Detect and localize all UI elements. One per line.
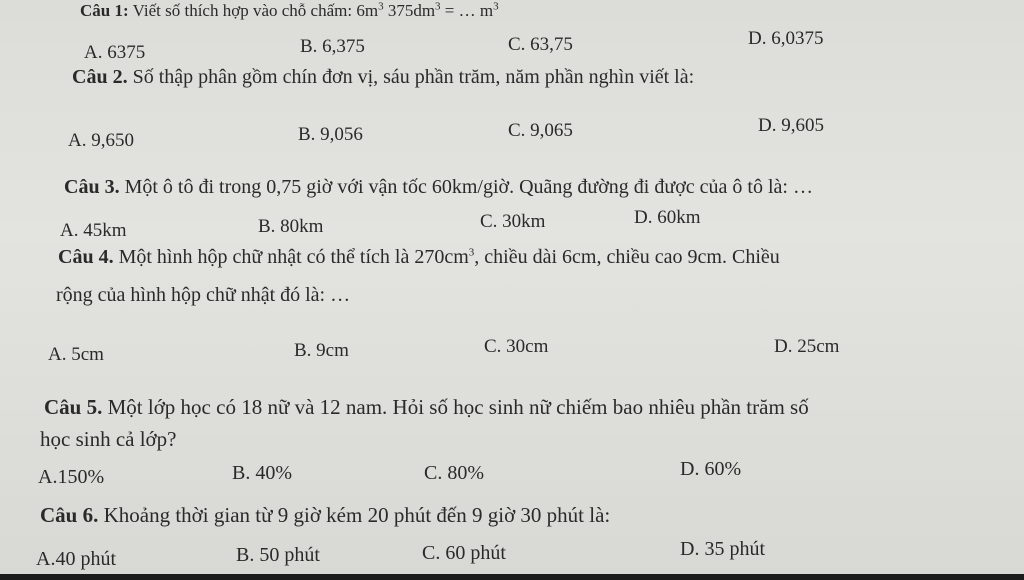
q4-option-b: B. 9cm xyxy=(294,340,349,361)
question-3 xyxy=(64,176,813,198)
question-4-text-after: , chiều dài 6cm, chiều cao 9cm. Chiều xyxy=(474,246,780,268)
question-1-text-after: = … m xyxy=(440,1,494,20)
question-4-line2: rộng của hình hộp chữ nhật đó là: … xyxy=(56,284,351,306)
question-1-number: Câu 1: xyxy=(80,1,129,20)
q4-option-a: A. 5cm xyxy=(48,344,104,365)
q1-option-c: C. 63,75 xyxy=(508,34,573,55)
question-5 xyxy=(44,396,809,418)
question-1-text-mid: 375dm xyxy=(383,1,436,20)
q1-option-b: B. 6,375 xyxy=(300,36,365,57)
question-3-number: Câu 3. xyxy=(64,176,120,198)
question-4 xyxy=(58,246,780,268)
question-1-sup1: 3 xyxy=(378,0,384,13)
question-2 xyxy=(72,66,694,88)
q5-option-c: C. 80% xyxy=(424,462,484,484)
q6-option-c: C. 60 phút xyxy=(422,542,506,564)
question-6-text: Khoảng thời gian từ 9 giờ kém 20 phút đến 9 giờ 30 phút là: xyxy=(103,503,611,527)
question-3-text: Một ô tô đi trong 0,75 giờ với vận tốc 60km/giờ. Quãng đường đi được của ô tô là: … xyxy=(124,176,813,198)
q3-option-b: B. 80km xyxy=(258,216,324,237)
q1-option-d: D. 6,0375 xyxy=(748,28,824,49)
question-4-number: Câu 4. xyxy=(58,246,114,268)
q2-option-d: D. 9,605 xyxy=(758,115,824,136)
question-5-text: Một lớp học có 18 nữ và 12 nam. Hỏi số học sinh nữ chiếm bao nhiêu phần trăm số xyxy=(107,395,809,419)
bottom-edge-shadow xyxy=(0,574,1024,580)
q3-option-c: C. 30km xyxy=(480,211,546,232)
q3-option-d: D. 60km xyxy=(634,207,701,228)
question-4-text-before: Một hình hộp chữ nhật có thể tích là 270cm xyxy=(118,246,469,268)
q4-option-d: D. 25cm xyxy=(774,336,840,357)
q4-option-c: C. 30cm xyxy=(484,336,549,357)
q2-option-c: C. 9,065 xyxy=(508,120,573,141)
question-6-number: Câu 6. xyxy=(40,503,99,527)
question-1-text-before: Viết số thích hợp vào chỗ chấm: 6m xyxy=(132,1,379,20)
q5-option-d: D. 60% xyxy=(680,458,742,480)
q6-option-a: A.40 phút xyxy=(36,548,116,570)
question-2-number: Câu 2. xyxy=(72,66,128,88)
question-4-sup: 3 xyxy=(468,246,475,259)
q6-option-b: B. 50 phút xyxy=(236,544,320,566)
question-5-number: Câu 5. xyxy=(44,395,103,419)
q6-option-d: D. 35 phút xyxy=(680,538,765,560)
q3-option-a: A. 45km xyxy=(60,220,127,241)
q5-option-b: B. 40% xyxy=(232,462,292,484)
question-1 xyxy=(80,0,499,22)
question-1-sup2: 3 xyxy=(435,0,441,13)
q2-option-b: B. 9,056 xyxy=(298,124,363,145)
question-1-sup3: 3 xyxy=(493,0,499,13)
question-2-text: Số thập phân gồm chín đơn vị, sáu phần trăm, năm phần nghìn viết là: xyxy=(132,66,695,88)
q5-option-a: A.150% xyxy=(38,466,105,488)
question-5-line2: học sinh cả lớp? xyxy=(40,427,177,451)
q2-option-a: A. 9,650 xyxy=(68,130,134,151)
q1-option-a: A. 6375 xyxy=(84,42,146,63)
question-6 xyxy=(40,504,610,526)
